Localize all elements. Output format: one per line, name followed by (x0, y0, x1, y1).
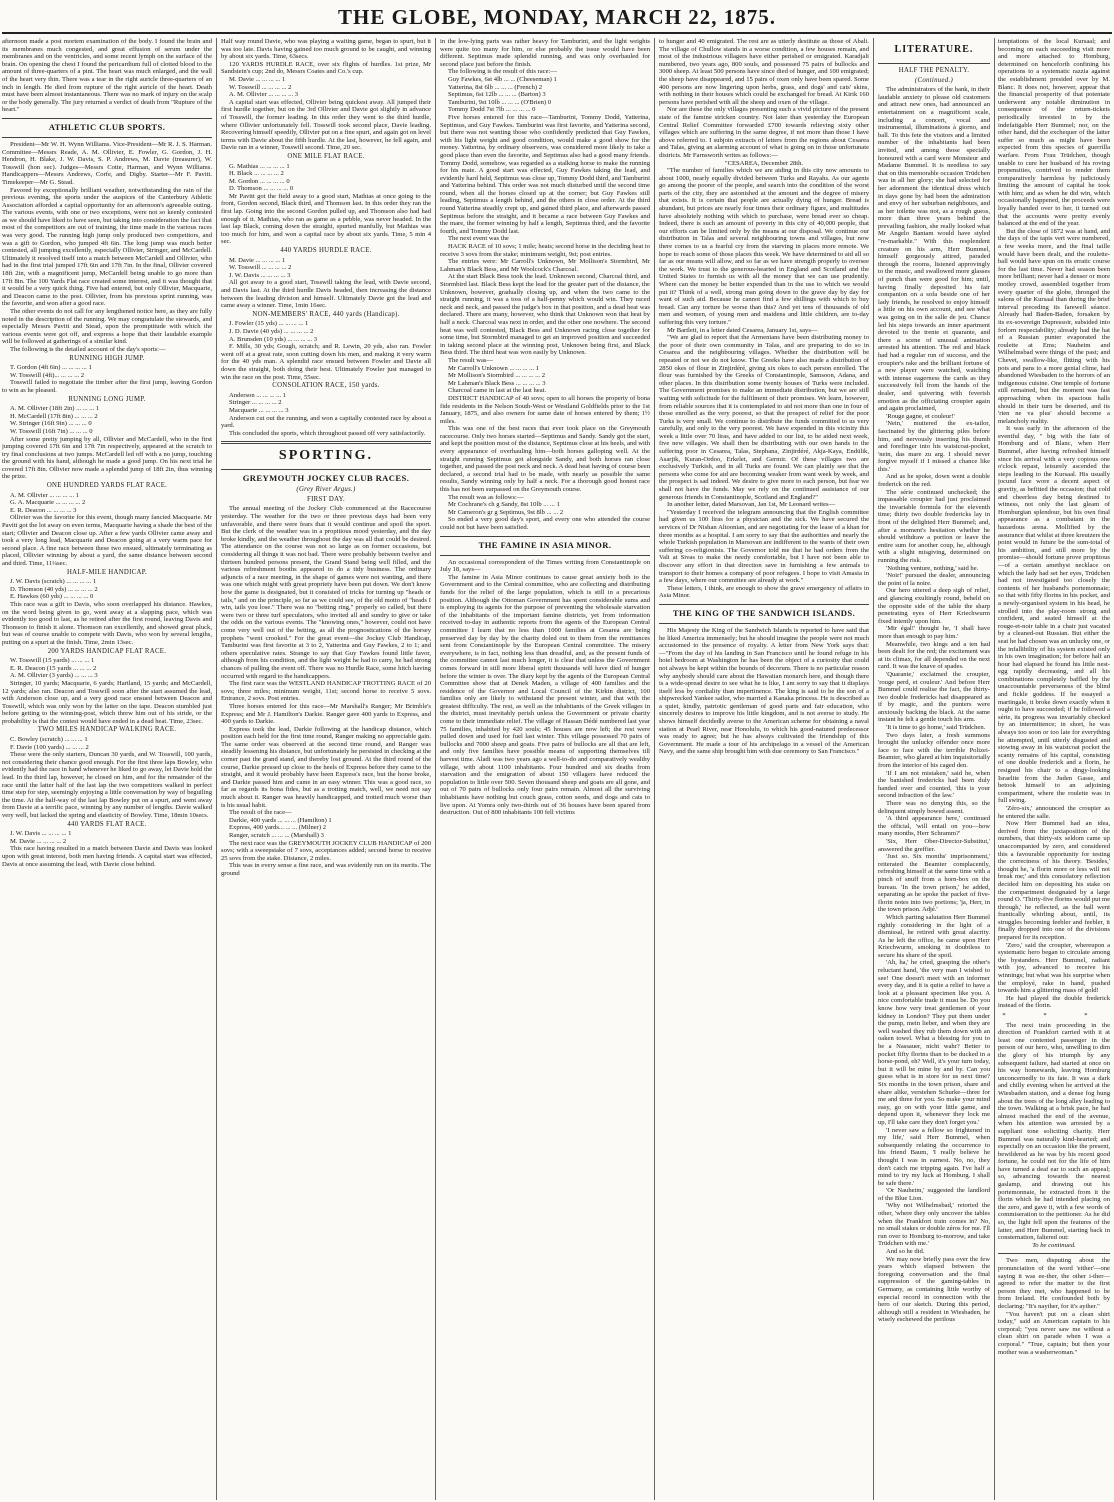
paragraph: Charcoal came in last at the last heat. (448, 387, 547, 395)
result-line: Darkie, 400 yards ... ... ... (Hamilton) 1 (229, 816, 332, 824)
paragraph: It was early in the afternoon of the eventful day, '' big with the fate of Homburg and of Blanc, when Herr Bummel, after having refreshed himself since his arrival with a very copious one o'clock repast, leisurely ascended the steps leading to the Kursaal. His usually jocund face wore a decent aspect of gravity, as befitted the occasion; that cold and cheerless day being destined to witness, not only the last gleam of Homburgian splendour, but his own final appearance as a combatant in the hazardous arena. Mollified by the assurance that whilst at three kreutzers the point would in future be the sum-total of his ambition, and still more by the promise—should fortune prove propitious—of a certain amethyst necklace on which the lady had set her eyes, Trüdchen had not investigated too closely the contents of her husband's portemonnaie; so that with fifty florins in his pocket, and a newly-organised system in his head, he strolled into the play-room strong and confident, and seated himself at the rouge-et-noir table in a chair just vacated by a cleaned-out Russian. But either the seat he had chosen was an unlucky one, or the infallibility of his system existed only in his own imagination; for before half an hour had elapsed he found his little nest-egg rapidly decreasing, and all his combinations completely baffled by the unaccountable perverseness of the blind and fickle goddess. If he essayed a martingale, it broke down exactly when it ought to have succeeded; if he followed a série, its progress was invariably checked by an intermittence; in short, he was always too soon or too late for everything he attempted, until utterly disgusted and stowing away in his waistcoat pocket the scanty remains of his capital, consisting of one double frederick and a florin, he resigned his chair to a dingy-looking Israelite from the Juden Gasse, and betook himself to an adjoining compartment, where the roulette was in full swing. (998, 425, 1110, 805)
paragraph: Ollivier was the favorite for this event, though many fancied Macquarie. Mr Pavitt got the lot away on even terms, Macquarie having a shade the best of the start; Ollivier and Deacon close up. After a few yards Ollivier came away and took a very long lead, Macquarie and Deacon going at a very warm pace for second place. A fine race between these two ensued, ultimately terminating as placed, Ollivier winning by about a yard, the same distance between second and third. Time, 11¼sec. (2, 514, 212, 567)
result-line: J. Fowler (15 yds) ... ... ... ... 1 (229, 320, 309, 328)
result-line: E. R. Deacon (15 yards ... ... ... 2 (10, 664, 97, 672)
paragraph: 'I never saw a fellow so frightened in my life,' said Herr Bummel, when subsequently relating the occurrence to his friend Baum, 'I really believe he thought I was in earnest. No, no, they don't catch me tripping again. I've half a mind to try my luck at Homburg. I shall be safe there.' (878, 1126, 990, 1187)
paragraph: 'Zero,' said the croupier, whereupon a systematic hero began to circulate among the bystanders. Herr Bummel, radiant with joy, advanced to receive his winnings; but what was his surprise when the employé, rake in hand, pushed towards him a glittering mass of gold! (998, 941, 1110, 995)
divider (440, 536, 650, 537)
result-line: W. Tosswill ... ... ... ... 2 (229, 264, 292, 272)
paragraph: F. Mills, 30 yds; Gough, scratch; and R. Lewin, 20 yds, also ran. Fowler went off at a great rate, soon cutting down his men, and making it very warm for the 40 yds man. A splendid race ensued between Fowler and Davie all down the straight, both doing their best. Ultimately Fowler just managed to win the race on the post. Time, 55sec. (221, 343, 431, 381)
column-separator (654, 38, 655, 1500)
result-line: W. Stringer (16ft 9in) ... ... ... 0 (10, 420, 92, 428)
paragraph: DISTRICT HANDICAP of 40 sovs; open to all horses the property of bona fide residents in the Nelson South-West or Westland Goldfields prior to the 1st January, 1875, and also owners for same date of horses entered by them; 1½ miles. (440, 394, 650, 425)
result-line: Macquarie ... ... ... ... 3 (229, 406, 289, 414)
paragraph: The administrators of the bank, in their laudable anxiety to please old customers and attract new ones, had announced an entertainment on a magnificent scale, including a concert, vocal and instrumental, illuminations à giorno, and ball. To this fete the visitors and a limited number of the inhabitants had been invited, and among those specially honoured with a card were Monsieur and Madame Bummel. It is needless to say that on this memorable occasion Trüdchen was in all her glory; she had selected for her adornment the identical dress which in days gone by had been the admiration and envy of her suburban neighbours, and as her toilette was not, as a rough guess, more than three years behind the prevailing fashion, she really looked what Mr Angelo Bantam would have styled "re-markable." With this resplendent creature on his arm, Herr Bummel, himself gorgeously attired, paraded through the rooms, listened approvingly to the music, and swallowed more glasses of punch than were good for him; until, having finally deposited his fair companion on a sofa beside one of her lady friends, he resolved to enjoy himself a little on his own account, and see what was going on in the salle de jeu. Chance led his steps towards an inner apartment devoted to the trente et quarante, and there a scene of unusual animation arrested his attention. The red and black had had a regular run of success, and the croupier's rake and the brilliant fortune of a new player were watched, watching with intense eagerness the cards as they successively fell from the hands of the dealer, and quivering with feverish emotion as the officiating croupier again and again proclaimed, (878, 86, 990, 413)
result-line: Mr Cameron's gr g Septimus, 9st 8lb ... ... 2 (448, 508, 564, 516)
paragraph: These were the only starters, Duncan 30 yards, and W. Tosswill, 100 yards, not considering their chance good enough. For the first three laps Bowley, who evidently had the race in hand whenever he liked to go away, let Davie hold the lead. In the third lap, however, he closed on him, and for the remainder of the race until the latter half of the last lap the two competitors walked in perfect time step for step, seemingly enjoying a little conversation by way of beguiling the time. At the half-way of the last lap Bowley put on a spurt, and went away from Davie at a terrific pace, winning by any number of lengths. Davie walked very well, but lacked the spring and elasticity of Bowley. Time, 18min 10secs. (2, 751, 212, 819)
paragraph: 'Just so. Six months' imprisonment,' reiterated the Beamter complacently, refreshing himself at the same time with a pinch of snuff from a horn-box on the bureau. 'In the town prison,' he added, separating as he spoke the packet of five-florin notes into two portions; 'ja, Herr, in the town prison. Adjé.' (878, 853, 990, 914)
divider (2, 118, 212, 119)
paragraph: And so he did. (886, 1248, 925, 1256)
dateline: "CESAREA, December 28th. (724, 159, 804, 167)
paragraph: 'A third appearance here,' continued the official, 'will entail on you—how many months, Herr Schramm?' (878, 815, 990, 838)
section-stars: * * * (1002, 1012, 1106, 1019)
result-line: J. D. Davie (40 yds) ... ... ... ... 2 (229, 327, 314, 335)
result-line: A. M. Ollivier (3 yards) ... ... ... 3 (10, 672, 98, 680)
paragraph: So ended a very good day's sport, and every one who attended the course could not but have been satisfied. (440, 516, 650, 531)
paragraph: His Majesty the King of the Sandwich Islands is reported to have said that he liked America immensely; but he should imagine the people were not much accustomed to the presence of royalty. A letter from New York says that:—"From the day of his landing in San Francisco until he found refuge in his hotel bedroom at Washington he has been the object of a curiosity that could not always be kept within the bounds of decorum. There is no particular reason why anybody should care about the Hawaiian monarch here, and though there is a wide-spread desire to see what he is like, I am sorry to say that it displays itself less by cordiality than impertinence. The king is said to be the son of a shipwrecked Yankee sailor, who married a Kanaka princess. He is described as a quiet, kindly, patriotic gentleman of good parts and fair education, who sincerely desires to improve his little kingdom, and is not averse to study. He shows himself decidedly averse to the American scheme for obtaining a naval station at Pearl River, near Honolulu, to which his good-natured predecessor was ready to agree; but he has always cultivated the friendship of this Government. He made a tour of his archipelago in a vessel of the American Navy, and the same ship brought him with due ceremony to San Francisco." (659, 626, 869, 756)
paragraph: Meanwhile, two kings and a ten had been dealt for the red; the excitement was at its climax, for all depended on the next card. It was the knave of spades. (878, 640, 990, 671)
paragraph: Nor are these the only villages presenting such a vivid picture of the present state of the famine stricken country. Not later than yesterday the European Central Relief Committee forwarded £700 towards relieving sixty other villages which are suffering in the same degree, if not more than those I have above referred to. I subjoin extracts of letters from the regions about Cesarea and Talas, giving an alarming account of what is going on in those unfortunate districts. Mr Farnsworth writes as follows:— (659, 106, 869, 159)
sporting-heading: SPORTING. (278, 448, 374, 464)
paragraph: All got away to a good start, Tosswill taking the lead, with Davie second, and Davis last. At the third hurdle Davis headed, then increasing the distance between the leading division and himself. Ultimately Davie got the lead and came away a winner. Time, 1min 16sec. (221, 279, 431, 310)
divider (659, 604, 869, 605)
column-separator (435, 38, 436, 1500)
paragraph: Three horses entered for this race—Mr Marshall's Ranger; Mr Brimble's Express; and Mr J. Hamilton's Darkie. Ranger gave 400 yards to Express, and 400 yards to Darkie. (221, 702, 431, 726)
story-title: HALF THE PENALTY. (898, 67, 970, 74)
paragraph: 'Six, Herr Ober-Director-Substitut,' answered the greffier. (878, 837, 990, 853)
result-line: J. W. Davis ... ... ... ... 3 (229, 271, 291, 279)
paragraph: Mr Pavitt got the field away to a good start, Mathias at once going to the front, Gordon second, Black third, and Thomson last. In this order they ran the first lap. Going into the second Gordon pulled up, and Thomson also had had enough of it. Mathias, who ran as game as a pebble, was never headed. In the last lap Black, coming down the straight, spurted manfully, but Mathias was too much for him, and won a capital race by about six yards. Time, 5 min 4 sec. (221, 192, 431, 246)
result-line: Tommy Dodd 7st 7lb ... ... ... ... 0 (448, 106, 536, 114)
paragraph: The next train proceeding in the direction of Frankfort carried with it at least one contented passenger in the person of our hero, who, unwilling to dim the glory of his triumph by any subsequent failure, had started at once on his way homewards, leaving Homburg unconcernedly to its fate. It was a dark and chilly evening when he arrived at the Wiesbaden station, and a dense fog hung about the trees of the long alley leading to the town. Walking at a brisk pace, he had almost reached the end of the avenue, when his attention was arrested by a suppliant tone soliciting charity. Herr Bummel was naturally kind-hearted; and especially on an occasion like the present, bewildered as he was by his recent good fortune, he could not for the life of him have turned a deaf ear to such an appeal; so, advancing towards the nearest gaslamp, and drawing out his portemonnaie, he extracted from it the florin which he had intended placing on the zero, and gave it, with a few words of commiseration to the petitioner. As he did so, the light fell upon the features of the latter, and Herr Bummel, starting back in consternation, faltered out: (998, 1021, 1110, 1242)
result-line: T. Gordon (4ft 6in) ... ... ... ... 1 (10, 364, 92, 372)
result-line: E. R. Deacon ... ... ... ... 3 (10, 506, 77, 514)
result-line: G. Mathias ... ... ... ... 1 (229, 162, 290, 170)
paragraph: The série continued unchecked; the impassable croupier had just proclaimed the invariable formula for the eleventh time; thirty two double fredericks lay in front of the delighted Herr Bummel; and, after a moment's hesitation whether he should withdraw a portion or leave the entire sum for another coup, he, although with a slight misgiving, determined on running the risk. (878, 488, 990, 564)
masthead-rule (2, 32, 1112, 34)
paragraph: The following is the result of this race:— (448, 68, 557, 76)
paragraph: 'Ah, ha,' he cried, grasping the other's reluctant hand, 'the very man I wished to see! One doesn't meet with an informer every day, and it is quite a relief to have a look at a pleasant specimen like you. A nice comfortable trade it must be. Do you know how very treat gentlemen of your kidney in London? They put them under the pump, mein lieber, and when they are well washed they rub them down with an oaken towel. What a blessing for you to be a Nassauer, nicht wahr? Better to pocket fifty florins than to be ducked in a horse-pond, eh? Well, it's your turn today, but it will be mine by and by. Can you guess what is in store for us next time? Six months in the town prison, share and share alike, verstehen Schurke—three for me and three for you. So make your mind easy, go on with your little game, and depend upon it, whenever they lock me up, I'll take care they don't forget you.' (878, 959, 990, 1126)
paragraph: We may now briefly pass over the few years which elapsed between the foregoing conversation and the final suppression of the gaming-tables in Germany, as containing little worthy of especial record in connection with the hero of our sketch. During this period, although still a resident in Wiesbaden, he wisely eschewed the perilous (878, 1255, 990, 1324)
paragraph: 'Nein,' muttered the ex-tailor, fascinated by the glittering piles before him, and nervously inserting his thumb and forefinger into his waistcoat-pocket, 'nein, das mare zu arg. I should never forgive myself if I missed a chance like this.' (878, 420, 990, 473)
paragraph: And as he spoke, down went a double frederick on the red. (878, 473, 990, 489)
result-line: W. Tosswill (15 yards) ... ... ... 1 (10, 657, 95, 665)
paragraph: 'Quarante,' exclaimed the croupier, 'rouge perd, et couleur.' And before Herr Bummel could realise the fact, the thirty-two double fredericks had disappeared as if by magic, and the punters were anxiously backing the black. At the same instant he felt a gentle touch his arm. (878, 670, 990, 724)
event-title: TWO MILES HANDICAP WALKING RACE. (37, 726, 177, 734)
paragraph: An occasional correspondent of the Times writing from Constantinople on July 18, says— (440, 558, 650, 574)
result-line: A. Brunsden (10 yds) ... ... ... ... 3 (229, 335, 318, 343)
paragraph: The next race was the GREYMOUTH JOCKEY CLUB HANDICAP of 200 sovs; with a sweepstake of 7 sovs, acceptances added; second horse to receive 25 sovs from the stake. Distance, 2 miles. (221, 839, 431, 862)
divider (659, 623, 869, 624)
result-line: A. M. Ollivier ... ... ... ... 1 (10, 491, 80, 499)
result-line: W. Tosswill (16ft 7in) ... ... ... 0 (10, 427, 93, 435)
literature-heading: LITERATURE. (894, 44, 974, 55)
paragraph: Five horses entered for this race—Tamburini, Tommy Dodd, Yatterina, Septimus, and Guy Fawkes. Tamburini was first favorite, and Yatterina second, but there was not wanting those who confidently predicted that Guy Fawkes, with his light weight and good condition, would make a good show for the money. Yatterina, by ordinary observers, was considered more likely to take a good place than even the favorite, and Septimus also had a good many friends. Tommy Dodd, somehow, was regarded as a stalking horse to make the running for his mate. A good start was effected, Guy Fawkes taking the lead, and evidently hard held, Septimus was close up, Tommy Dodd third, and Tamburini and Yatterina behind. This order was not much disturbed until the second time round, when all the horses closed up at the corner; but Guy Fawkes still leading, Septimus a length behind, and the others in close order. At the third round Yatterina steadily crept up, and gained third place, and afterwards passed Septimus before the straight, and it became a race between Guy Fawkes and the mare, the former winning by half a length, Septimus third, and the favorite fourth, and Tommy Dodd last. (440, 113, 650, 235)
result-line: M. Davie ... ... ... ... 1 (229, 75, 286, 83)
paragraph: 'Mir égal!' thought he, 'I shall have more than enough to pay him.' (878, 625, 990, 640)
paragraph: 'Zéro-six,' announced the croupier as he entered the salle. (998, 804, 1110, 820)
paragraph: 'Why not Wilhelmsbad,' retorted the other, 'where they only uncover the tables when the Frankfort train comes in? No, no small stakes or double zéros for me. I'll run over to Homburg to-morrow, and take Trüdchen with me.' (878, 1202, 990, 1248)
paragraph: After some pretty jumping by all, Ollivier and McCardell, who in the first jumping covered 17ft 6in and 17ft 7in respectively, appeared at the scratch to try final conclusions at two jumps. McCardell led off with a no jump, touching the ground with his hand, although he made a good jump. On his next trial he covered 17ft 8in. Ollivier now made a splendid jump of 18ft 2in, thus winning the prize. (2, 435, 212, 481)
paragraph: These letters, I think, are enough to show the grave emergency of affairs in Asia Minor. (659, 584, 869, 600)
result-line: Anderson ... ... ... ... 1 (229, 391, 286, 399)
column-5 (878, 38, 990, 1500)
paragraph: 'If I am not mistaken,' said he, when the banished fredericks had been duly handed over and counted, 'this is your second infraction of the law.' (878, 769, 990, 800)
paragraph: "The number of families which we are aiding in this city now amounts to about 1000, nearly equally divided between Turks and Rayahs. As our agents go among the poorer of the people, and search into the condition of the worst parts of the city, they are astonished at the amount and the degree of misery that exists. It is certain that people are actually dying of hunger. Bread is abundant, but prices are nearly four times their ordinary figure, and multitudes have absolutely nothing with which to purchase, were bread ever so cheap. Indeed, there is such an amount of poverty in this city of 40,000 people, that our efforts can be limited only by the means at our disposal. We continue our distribution in Talas and several neighbouring towns and villages, but now there comes to us a fearful cry from the starving in places more remote. We hope to reach some of those places this week. We have determined to aid all so far as our means will allow, and so far as we have strength properly to oversee the work. We trust to the generous-hearted in England and Scotland and the United States to furnish us with all the money that we can use prudently. Where can the money be better expended than in the use to which we would put it? Think of a well, strong man going down to the grave day by day for want of such aid. Because he cannot find a few shillings with which to buy bread. Can any torture be worse than this? And yet tens of thousands of old men and women, of young men and maidens and little children, are to-day suffering this very torture." (659, 167, 869, 326)
paragraph: "You haven't put on a clean shirt today," said an American captain to his corporal; "you never saw me without a clean shirt on parade when I was a corporal." "True, captain; but then your mother was a washerwoman." (998, 1310, 1110, 1356)
masthead-title: THE GLOBE, MONDAY, MARCH 22, 1875. (338, 5, 776, 29)
column-separator (216, 38, 217, 1500)
result-line: Stringer ... ... ... ... 2 (229, 399, 282, 407)
paragraph: Two days later, a fresh summons brought the unlucky offender once more face to face with the terrible Polizei-Beamter, who glared at him inquisitorially from the interior of his caged den. (878, 731, 990, 770)
event-title: NON-MEMBERS' RACE, 440 yards (Handicap). (252, 310, 400, 318)
source-line: (Grey River Argus.) (296, 486, 356, 494)
divider (878, 63, 990, 64)
paragraph: The other events do not call for any lengthened notice here, as they are fully noted in the description of the running. We may congratulate the stewards, and especially Messrs Pavitt and Stead, upon the promptitude with which the various events were got off, and express a hope that their laudable example will be followed at gatherings of a similar kind. (2, 308, 212, 346)
paragraph: in the low-lying parts was rather heavy for Tamburini, and the light weights were quite too many for him, or else probably the issue would have been different. Septimus made splendid running, and was only overhauled for second place just before the finish. (440, 38, 650, 68)
event-title: 440 YARDS FLAT RACE. (67, 820, 147, 828)
result-line: D. Thomson ... ... ... ... 0 (229, 185, 294, 193)
paragraph: The entries were: Mr Carroll's Unknown, Mr Mollison's Stormbird, Mr Lahman's Black Bess, and Mr Woolcock's Charcoal. (440, 258, 650, 273)
event-title: ONE HUNDRED YARDS FLAT RACE. (46, 482, 168, 490)
result-line: Express, 400 yards... ... ... (Milner) 2 (229, 824, 327, 832)
king-heading: THE KING OF THE SANDWICH ISLANDS. (672, 607, 856, 618)
paragraph: Our hero uttered a deep sigh of relief, and glancing exultingly round, beheld on the opposite side of the table the sharp penetrating eyes of Herr Kriechwurm fixed intently upon him. (878, 587, 990, 625)
famine-heading: THE FAMINE IN ASIA MINOR. (478, 539, 612, 550)
result-line: W. Tosswill (4ft)... ... ... ... 2 (10, 371, 85, 379)
paragraph: HACK RACE of 10 sovs; 1 mile; heats; second horse in the deciding heat to receive 3 sovs from the stake; minimum weight, 9st; post entries. (440, 243, 650, 258)
paragraph: 'Nothing venture, nothing,' said he. (886, 564, 979, 572)
event-title: ONE MILE FLAT RACE. (287, 152, 365, 160)
paragraph: Tosswill failed to negotiate the timber after the first jump, leaving Gordon to win as he pleased. (2, 379, 212, 394)
paragraph: to hunger and 40 emigrated. The rest are as utterly destitute as those of Abali. The village of Chullow stands in a worse condition, a few houses remain, and most of the industrious villagers have either perished or emigrated. Karadjali numbered, two years ago, 800 souls, and possessed 75 pairs of bullocks and 3000 sheep. At least 500 persons have since died of hunger, and 100 emigrated; the sheep have disappeared, and 15 pairs of oxen only have been spared. Some 400 persons are now lingering upon herbs, grass, and dogs' and cats' skins, with nothing in their houses which could be exchanged for bread. At Kirik 160 persons have perished with all the sheep and oxen of the village. (659, 38, 869, 106)
event-title: RUNNING LONG JUMP. (68, 395, 146, 403)
result-line: C. Bowley (scratch) ... ... ... 1 (10, 736, 88, 744)
result-line: Ranger, scratch ... ... ... (Marshall) 3 (229, 832, 324, 839)
result-line: E. Hawkes (60 yds) ... ... ... ... 0 (10, 593, 94, 601)
result-line: Guy Fawkes, 6st 4lb ... ... (Cheeseman) 1 (448, 75, 557, 83)
paragraph: "Yesterday I received the telegram announcing that the English committee had given us 100 liras for a physician and the sick. We have secured the services of Dr Nishan Altoonian, and are negotiating for the lease of a khan for three months as a hospital. I am sorry to say that the authorities and nearly the whole Turkish population in Marsovan are indifferent to the wants of their own suffering co-religionists. The Governor told me that he had orders from the Vali at Sivas to make the needy comfortable, but I have not been able to discover any effort in that direction save in furnishing a few animals to transport to their homes a company of poor refugees. I hope to visit Amasia in a few days, where our committee are already at work." (659, 508, 869, 585)
divider (998, 1253, 1110, 1254)
paragraph: The result was— (448, 356, 494, 364)
result-line: Mr Cochrane's ch g Sandy, 8st 10lb ... ... 1 (448, 501, 560, 509)
result-line: H. McCardell (17ft 8in) ... ... ... 2 (10, 412, 98, 420)
event-title: 200 YARDS HANDICAP FLAT RACE. (47, 647, 167, 655)
paragraph: This was in every sense a fine race, and was evidently run on its merits. The ground (221, 862, 431, 877)
result-line: H. Black ... ... ... ... 2 (229, 170, 284, 178)
paragraph: This race was a gift to Davis, who soon overlapped his distance. Hawkes, on the word being given to go, went away at a slapping pace, which was evidently too good to last, as he retired after the first round, leaving Davis and Thomson to finish it alone. Thomson ran excellently, and showed great pluck, but was of course unable to compete with Davis, who won by several lengths, putting on a spurt at the finish. Time, 2min 13sec. (2, 600, 212, 646)
column-2 (221, 38, 431, 1500)
paragraph: 'Or Nauheim,' suggested the landlord of the Blue Lion. (878, 1187, 990, 1202)
continued-note: (Continued.) (914, 76, 954, 84)
result-line: Mr Lahman's Black Bess ... ... ... ... 3 (448, 379, 546, 387)
to-be-continued: To be continued. (1032, 1241, 1076, 1249)
paragraph: President—Mr W. H. Wynn Williams. Vice-President—Mr R. J. S. Harman. Committee—Messrs Reade, A. M. Ollivier, E. Fowler, G. Gordon, J. H. Hendron, H. Blake, J. W. Davis, S. P. Andrews, M. Davie (treasurer), W. Tosswill (hon sec). Judges—Messrs Cotte, Harman, and Wynn Williams. Handicappers—Messrs Andrews, Corfe, and Digby. Starter—Mr F. Pavitt. Timekeeper—Mr G. Stead. (2, 140, 212, 186)
paragraph: Which parting salutation Herr Bummel rightly considering in the light of a dismissal, he retired with great alacrity. As he left the office, he came upon Herr Kriechwurm, smoking in doubtless to secure his share of the spoil. (878, 913, 990, 959)
paragraph: temptations of the local Kursaal; and becoming on each succeeding visit more and more attached to Homburg, determined on henceforth confining his operations to a systematic razzia against the establishment presided over by M. Blanc. It does not, however, appear that the financial prosperity of that potentate underwent any notable diminution in consequence of the return-tickets periodically invested in by the indefatigable Herr Bummel; nor, on the other hand, did the exchequer of the latter suffer so much as might have been expected from this species of guerrilla warfare. From Frau Trüdchen, though unable to cure her husband of his roving propensities, contrived to render them comparatively harmless by judiciously limiting the amount of capital he took with him; and as when he did win, which occasionally happened, the proceeds were loyally handed over to her, it turned out that the accounts were pretty evenly balanced at the end of the year. (998, 38, 1110, 228)
paragraph: He had played the double frederick instead of the florin. (998, 994, 1110, 1010)
column-1 (2, 38, 212, 1500)
columns (2, 38, 1110, 1500)
result-line: W. Tosswill ... ... ... ... 2 (229, 83, 292, 91)
paragraph: This race having resulted in a match between Davie and Davis was looked upon with great interest, both men having friends. A capital start was effected, Davis at once assuming the lead, with Davie close behind. (2, 845, 212, 868)
column-6 (998, 38, 1110, 1500)
paragraph: The next event was the (448, 235, 509, 243)
event-title: RUNNING HIGH JUMP. (69, 354, 145, 362)
column-4 (659, 38, 869, 1500)
result-line: Mr Mollison's Stormbird ... ... ... ... 2 (448, 372, 545, 380)
event-title: 440 YARDS HURDLE RACE. (280, 247, 372, 255)
result-line: Tamburini, 9st 10lb ... ... ... (O'Brien) 0 (448, 98, 552, 106)
paragraph: There was no denying this, so the delinquent simply bowed assent. (878, 800, 990, 815)
races-heading: GREYMOUTH JOCKEY CLUB RACES. (242, 473, 410, 484)
paragraph: 'Rouge gagne, et couleur!' (886, 412, 955, 420)
result-line: G. A. Macquarie ... ... ... ... 2 (10, 499, 86, 507)
paragraph: A capital start was effected, Ollivier being quickest away. All jumped their first hurdle together, but on the 3rd Ollivier and Davie got slightly in advance of Tosswill, the former leading. In this order they went to the third hurdle, where Ollivier unfortunately fell. Tosswill took second place, Davie leading. Recovering himself speedily, Ollivier put on a fine spurt, and again got on level terms with Davie about the fifth hurdle. At the last, however, he fell again, and Davie ran in a winner, Tosswill second. Time, 20 sec. (221, 98, 431, 152)
result-line: J. W. Davis (scratch) ... ... ... ... 1 (10, 578, 97, 586)
event-title: 120 YARDS HURDLE RACE, over six flights of hurdles. 1st prize, Mr Sandstein's cup; 2nd do, Messrs Coates and Co.'s cup. (221, 60, 431, 76)
masthead (0, 0, 1114, 34)
paragraph: The following is the detailed account of the day's sports:— (10, 345, 166, 353)
paragraph: Anderson cut out the running, and won a capitally contested race by about a yard. (221, 414, 431, 430)
paragraph: Favored by exceptionally brilliant weather, notwithstanding the rain of the previous evening, the sports under the auspices of the Canterbury Athletic Association afforded a capital opportunity for an afternoon's agreeable outing. The various events, with one or two exceptions, were not so keenly contested as we should have liked to have seen, but taking into consideration the fact that most of the competitors are out of training, the time made in the various races was very good. The running high jump only produced two competitors, and was a gift to Gordon, who jumped 4ft 6in. The long jump was much better contested, all jumping excellently, especially Ollivier, Stringer, and McCardell. Ultimately it resolved itself into a match between McCardell and Ollivier, who had in the first trial jumped 17ft 6in and 17ft 7in. In the final, Ollivier covered 18ft 2in, with a magnificent jump, McCardell being unable to go more than 17ft 8in. The 100 Yards Flat race created some interest, and it was thought that it would be a very quick thing. Five had entered, but only Ollivier, Macquarie, and Deacon came to the post. Ollivier, from his previous sprint running, was the favorite, and won after a good race. (2, 186, 212, 308)
paragraph: Half way round Davie, who was playing a waiting game, began to spurt, but it was too late. Davis having gained too much ground to be caught, and winning by about six yards. Time, 63secs. (221, 38, 431, 61)
day-line: FIRST DAY. (306, 495, 345, 503)
divider (2, 137, 212, 138)
divider (221, 441, 431, 444)
result-line: M. Davie ... ... ... ... 1 (229, 256, 286, 264)
paragraph: This concluded the sports, which throughout passed off very satisfactorily. (229, 429, 426, 437)
result-line: Mr Carroll's Unknown ... ... ... ... 1 (448, 364, 540, 372)
column-3 (440, 38, 650, 1500)
result-line: Septimus, 6st 12lb ... ... ... (Barton) 3 (448, 91, 546, 99)
paragraph: Express took the lead, Darkie following at the handicap distance, which position each held for the first time round, Ranger making no appreciable gain. The same order was observed at the second time round, and Ranger was steadily lessening his distance, but unfortunately he persisted in checking at the corner past the grand stand, and thereby lost ground. At the third round of the course, Darkie pressed up close to the heels of Express before they came to the straight, and it would probably have been Express's race, but the horse broke, and Darkie passed him and came in an easy winner. This was a good race, so far as regards its bona fides, but as a trotting match, well, we need not say much about it. Ranger was heavily handicapped, and trotted much worse than is his usual habit. (221, 725, 431, 809)
divider (440, 555, 650, 556)
paragraph: The first race was the WESTLAND HANDICAP TROTTING RACE of 20 sovs; three miles; minimum weight, 11st; second horse to receive 5 sovs. Entrance, 2 sovs. Post entries. (221, 680, 431, 703)
paragraph: The result of the race— (229, 809, 292, 817)
divider (221, 469, 431, 470)
result-line: D. Thomson (40 yds) ... ... ... ... 2 (10, 585, 98, 593)
result-line: J. W. Davis ... ... ... ... 1 (10, 830, 72, 838)
column-separator (873, 38, 874, 1500)
paragraph: Mr Bartlett, in a letter dated Cesarea, January 1st, says— (667, 326, 818, 334)
event-title: CONSOLATION RACE, 150 yards. (272, 382, 380, 390)
paragraph: 'Noir!' pursued the dealer, announcing the point of la noire. (878, 572, 990, 587)
paragraph: At the start Black Bess took the lead. Unknown second, Charcoal third, and Stormbird last. Black Bess kept the lead for the greater part of the distance, the Unknown, however, gradually closing up, and when the two came to the straight running, it was a toss of a half-penny which would win. They raced neck and neck, and passed the judge's box in that position, and a dead heat was declared. There are many, however, who think that Unknown won that heat by half a neck. Charcoal was next in order, and the other one nowhere. The second heat was well contested, Black Bess and Unknown racing close together for some time, but Stormbird managed to get an improved position and succeeded in taking second place at the winning post, Unknown being first, and Black Bess third. The third heat was won easily by Unknown. (440, 273, 650, 357)
paragraph: 'It is time to go home,' said Trüdchen. (886, 724, 986, 732)
paragraph: But the close of 1872 was at hand, and the days of the tapis vert were numbered, a few weeks more, and the final taille would have been dealt, and the roulette-ball would have spun on its erratic course for the last time. Never had season been more brilliant; never had a denser or more motley crowd, assembled together from every quarter of the globe, thronged the salons of the Kursaal than during the brief interval preceding its farewell séance. Already had Baden-Baden, forsaken by its ex-sovereign Dupressoir, subsided into forlorn respectability; already had the hat of a Russian punter evaporated the roulette at Ems; Nauheim and Wilhelmsbad were things of the past; and Chevet, swallow-like, flitting with his pots and pans to a more genial clime, had abandoned Wiesbaden to the horrors of an indigenous cuisine. One temple of fortune still remained, but the moment was fast approaching when its spacious halls should in their turn be deserted, and its 'rien ne va plus' should become a melancholy reality. (998, 227, 1110, 425)
result-line: A. M. Ollivier (18ft 2in) ... ... ... 1 (10, 405, 100, 413)
paragraph: Two men, disputing about the pronunciation of the word 'either'—one saying it was ee-ther, the other i-ther—agreed to refer the matter to the first person they met, who happened to be from Ireland. He confounded both by declaring: "It's nayther, for it's ayther." (998, 1257, 1110, 1310)
column-separator (994, 38, 995, 1500)
result-line: M. Davie ... ... ... ... 2 (10, 837, 67, 845)
result-line: A. M. Ollivier ... ... ... ... 3 (229, 91, 299, 99)
paragraph: In another letter, dated Marsovan, Jan 1st, Mr Leonard writes— (667, 501, 836, 509)
result-line: Yatterina, 8st 6lb ... ... ... (French) 2 (448, 83, 543, 91)
event-title: HALF-MILE HANDICAP. (66, 568, 148, 576)
athletic-heading: ATHLETIC CLUB SPORTS. (48, 121, 166, 132)
paragraph: This was one of the best races that ever took place on the Greymouth racecourse. Only two horses started—Septimus and Sandy. Sandy got the start, and kept the position most of the distance, Septimus close at his heels, and with every appearance of overhauling him—both horses galloping well. At the straight running Septimus got alongside Sandy, and both horses ran close together, and passed the post neck and neck. A dead heat having of course been declared, a second trial had to be made, with nearly as possible the same results, Sandy winning only by half a neck. For a thorough good honest race this has not been surpassed on the Greymouth course. (440, 425, 650, 494)
paragraph: "We are glad to report that the Armenians have been distributing money to the poor of their own community in Talas, and are preparing to do so in Cesarea and the neighbouring villages. Whether the distribution will be repeated or not we do not know. The Greeks have also made a distribution of 2850 okes of flour in Zinjirdéré, giving six okes to each person enrolled. The flour was furnished by the Greeks of Constantinople, Samsoon, Adana, and other places. In this distribution some twenty houses of Turks were included. The Government promises to make an immediate distribution, but we are still waiting with solicitude for the fulfilment of their promises. We learn, however, from reliable sources that it is contemplated to aid not more than one in four of those enrolled as the very poorest, so that the prospect of relief for the poor Turks is very small. We continue to distribute the funds committed to us very carefully, and only to the very poorest. We have expended in this vicinity this week a little over 70 liras, and have added to our list, to be aided next week, five new villages. We shall then be distributing with our own hands to the suffering poor in Cesarea, Talas, Stephana, Zinjirdéré, Akja-Kaya, Endülik, Asarjik, Kuran-Ordoo, Erkelet, and Germir. Of these villages two are exclusively Turkish, and in all Turks are found. We can plainly see that the persons who come for aid are becoming weaker from want week by week, and the prospect is sad indeed. We desire to give more to each person, but fear we shall not have the funds. May we rely on the continued assistance of our generous friends in Constantinople, Scotland and England?" (659, 334, 869, 501)
result-line: F. Davie (100 yards) ... ... ... 2 (10, 743, 89, 751)
paragraph: The result was as follows:— (448, 493, 524, 501)
paragraph: Now Herr Bummel had an idea, derived from the juxtaposition of the numbers, that thirty-six seldom came up unaccompanied by zero, and considered this a favourable opportunity for testing the correctness of his theory. 'Besides,' thought he, 'a florin more or less will not break me;' and this consolatory reflection decided him on depositing his stake on the compartment designated by a large round O. 'Thirty-five florins would put me through,' he reflected, as the ball went frantically whirling about, until, its struggles becoming feebler and feebler, it finally dropped into one of the divisions prepared for its reception. (998, 820, 1110, 942)
result-line: M. Gordon ... ... ... ... 0 (229, 177, 290, 185)
inquest-paragraph: afternoon made a post mortem examination of the body. I found the brain and its membranes much congested, and great effusion of serum under the membranes and on the ventricles, and some recent lymph on the surface of the brain. On opening the chest I found the pericardium full of clotted blood to the amount of three-quarters of a pint. The heart was much enlarged, and the wall of the heart very thin. There was a tear in the right auricle three-quarters of an inch in length. He died from rupture of the right auricle of the heart. Death must have been almost instantaneous. There was no mark of injury on the scalp or the body generally. The jury returned a verdict of death from "Rupture of the heart." (2, 38, 212, 114)
paragraph: Stringer, 10 yards; Macquarie, 6 yards; Hartland, 15 yards; and McCardell, 12 yards; also ran. Deacon and Tosswill soon after the start assumed the lead, with Anderson close up, and a very good race ensued between Deacon and Tosswill, which was only won by the latter on the tape. Deacon stumbled just before getting to the winning-post, which threw him out of his stride, or the probability is that the contest would have ended in a dead heat. Time, 23sec. (2, 679, 212, 725)
paragraph: The annual meeting of the Jockey Club commenced at the Racecourse yesterday. The weather for the two or three previous days had been very unfavorable, and there were fears that it would continue and spoil the sport. But the clerk of the weather was in a propitious mood yesterday, and the day broke kindly, and the weather throughout the day was all that could be desired. The attendance on the course was not so large as on former occasions, but considering all things it was not bad. There were probably between twelve and thirteen hundred persons present, the Grand Stand being well filled, and the various refreshment booths appeared to do a tidy business. The ordinary adjuncts of a race meeting, in the shape of games were not wanting, and there was one which might with great propriety have been put down. We don't know how the game is designated, but it consisted of tricks for turning up "heads or tails," and on the principle, so far as we could see, of the old motto of "heads I win, tails you lose." There was no "betting ring," properly so called, but there were two or three turf speculators, who invited all and sundry to give or take the odds on the various events. The "knowing ones," however, could not have come very well out of the betting, as all the prognostications of the horsey prophets "went crooked." For the great event—the Jockey Club Handicap, Tamburini was first favorite at 3 to 2, Yatterina and Guy Fawkes, 2 to 1; and others speculative rates. Strange to say that Guy Fawkes found little favor, although from his condition, and the light weight he had to carry, he had strong chances of pulling the event off. There was no Hurdle Race, some hitch having occurred with regard to the handicappers. (221, 505, 431, 680)
paragraph: The famine in Asia Minor continues to cause great anxiety both to the Government and to the Central committee, who are collecting and distributing funds for the relief of the large population, which is still in a precarious position. Although the Ottoman Government has spent considerable sums and is employing its agents for the purpose of preventing the wholesale starvation of the inhabitants of the important famine districts, yet from information received to-day in authentic reports from the agents of the European Central committee I learn that no less than 1000 families at Cesarea are being preserved day by day by the charity doled out to them from the remittances sent from Constantinople by the European Central committee. The misery everywhere, is in fact, nothing less than dreadful, and, as the present funds of the committee cannot last much longer, it is clear that unless the Government comes forward in still more liberal spirit thousands will have died of hunger before the winter is over. The diary kept by the agents of the European Central Committee show that at Denek Maden, a village of 400 families and the residence of the Governor and Local Council of the Kirkin district, 100 families only are likely to withstand the present winter, and that with the greatest difficulty. The rest, as well as the inhabitants of the Greek villages in the district, must inevitably perish unless the Government or private charity come to their immediate relief. The village of Hassan Dédé numbered last year 75 families, inhabited by 420 souls; 45 houses are now left; the rest were pulled down and used for fuel last winter. This village possessed 70 pairs of bullocks and 7000 sheep and goats. Five pairs of bullocks are all that are left, and only five families have possible means of supporting themselves till harvest time. Aladi was two years ago a well-to-do and comparatively wealthy village, with about 1100 inhabitants. Four hundred and six deaths from starvation and the emigration of about 150 villagers have reduced the population to little over 500. Seven thousand sheep and goats are all gone, and out of 70 pairs of bullocks only four pairs remain. Almost all the surviving inhabitants have nothing but couch grass, cotton seeds, and dogs and cats to live upon. At Yomra only two-thirds out of 36 houses have been spared from destruction. Out of 800 inhabitants 100 fell victims (440, 573, 650, 817)
